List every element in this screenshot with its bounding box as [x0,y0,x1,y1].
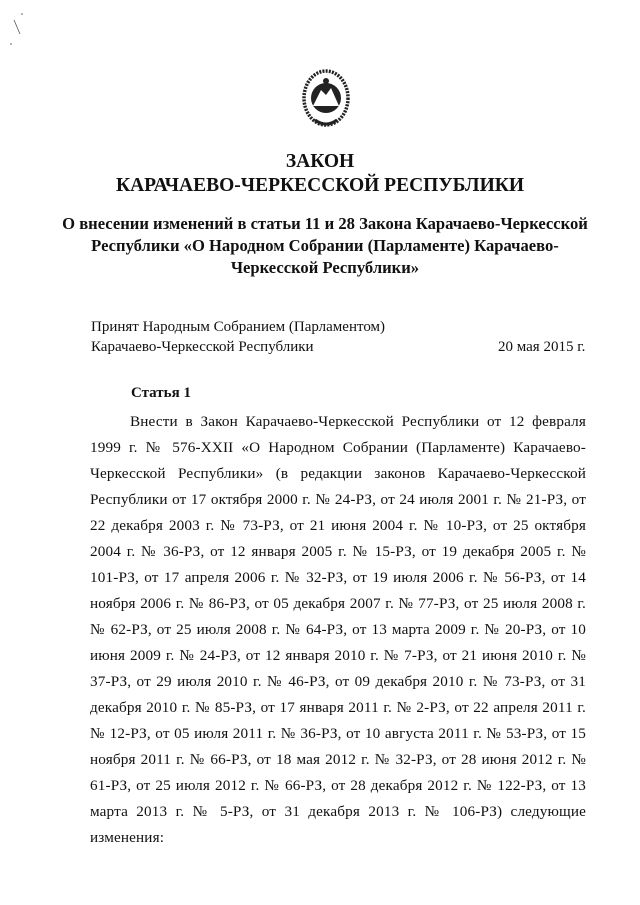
coat-of-arms-icon [301,68,351,128]
law-subtitle: О внесении изменений в статьи 11 и 28 Закона Карачаево-Черкесской Республики «О Народном Собрании (Парламенте) Карачаево-Черкесской Республики» [62,214,588,277]
adoption-line-1: Принят Народным Собранием (Парламентом) [91,319,386,335]
law-title: ЗАКОН [285,151,355,172]
adoption-date: 20 мая 2015 г. [498,339,586,355]
article-heading: Статья 1 [131,385,191,401]
article-body-text: Внести в Закон Карачаево-Черкесской Республики от 12 февраля 1999 г. № 576-XXII «О Народном Собрании (Парламенте) Карачаево-Черкесской Республики» (в редакции законов Карачаево-Черкесской Республики от 17 октября 2000 г. № 24-РЗ, от 24 июля 2001 г. № 21-РЗ, от 22 декабря 2003 г. № 73-РЗ, от 21 июня 2004 г. № 10-РЗ, от 25 октября 2004 г. № 36-РЗ, от 12 января 2005 г. № 15-РЗ, от 19 декабря 2005 г. № 101-РЗ, от 17 апреля 2006 г. № 32-РЗ, от 19 июля 2006 г. № 56-РЗ, от 14 ноября 2006 г. № 86-РЗ, от 05 декабря 2007 г. № 77-РЗ, от 25 июля 2008 г. № 62-РЗ, от 25 июля 2008 г. № 64-РЗ, от 13 марта 2009 г. № 20-РЗ, от 10 июня 2009 г. № 24-РЗ, от 12 января 2010 г. № 7-РЗ, от 21 июня 2010 г. № 37-РЗ, от 29 июля 2010 г. № 46-РЗ, от 09 декабря 2010 г. № 73-РЗ, от 31 декабря 2010 г. № 85-РЗ, от 17 января 2011 г. № 2-РЗ, от 22 апреля 2011 г. № 12-РЗ, от 05 июля 2011 г. № 36-РЗ, от 10 августа 2011 г. № 53-РЗ, от 15 ноября 2011 г. № 66-РЗ, от 18 мая 2012 г. № 32-РЗ, от 28 июня 2012 г. № 61-РЗ, от 25 июля 2012 г. № 66-РЗ, от 28 декабря 2012 г. № 122-РЗ, от 13 марта 2013 г. № 5-РЗ, от 31 декабря 2013 г. № 106-РЗ) следующие изменения: [90,413,586,846]
adoption-block [91,317,385,357]
republic-title: КАРАЧАЕВО-ЧЕРКЕССКОЙ РЕСПУБЛИКИ [115,175,525,196]
scan-artifact-mark [8,8,28,48]
adoption-line-2: Карачаево-Черкесской Республики [91,339,314,355]
